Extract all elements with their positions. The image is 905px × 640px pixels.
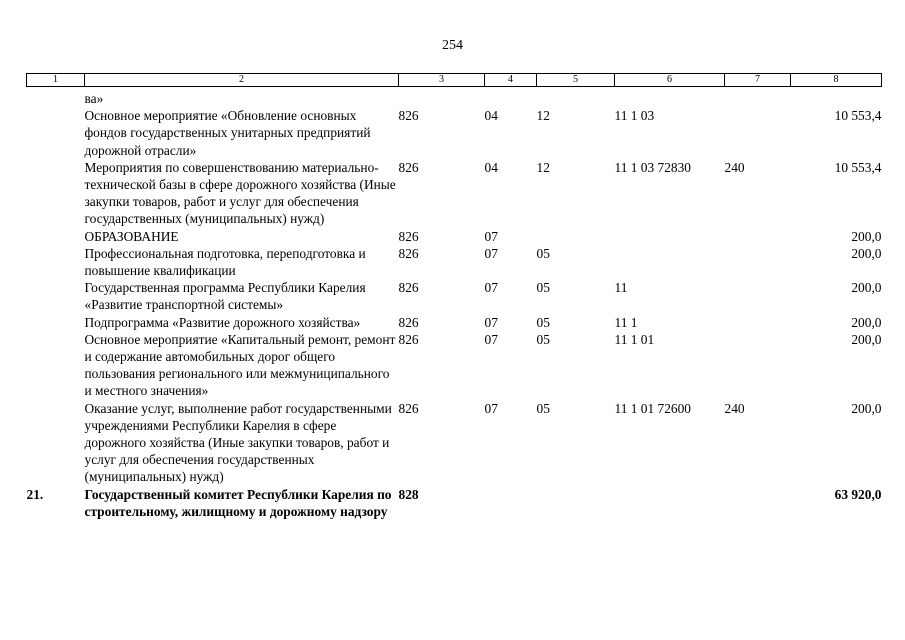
ministry-code: 826 bbox=[398, 108, 419, 124]
column-header: 4 bbox=[485, 74, 537, 87]
table-row bbox=[27, 486, 882, 520]
section-code: 07 bbox=[484, 400, 498, 416]
page-number: 254 bbox=[442, 38, 463, 53]
column-header: 6 bbox=[615, 74, 725, 87]
ministry-code: 826 bbox=[398, 245, 419, 261]
item-name: ва» bbox=[84, 91, 104, 106]
table-row bbox=[27, 87, 882, 108]
expense-type-code bbox=[725, 87, 791, 108]
expense-type-code bbox=[725, 228, 791, 245]
subsection-code: 05 bbox=[536, 331, 550, 347]
column-header: 5 bbox=[537, 74, 615, 87]
column-header: 3 bbox=[399, 74, 485, 87]
expense-type-code: 240 bbox=[724, 159, 745, 175]
expense-type-code: 240 bbox=[724, 400, 745, 416]
table-row bbox=[27, 107, 882, 159]
target-article-code: 11 1 01 bbox=[614, 331, 655, 347]
row-number bbox=[27, 245, 85, 279]
ministry-code: 826 bbox=[398, 159, 419, 175]
row-number bbox=[27, 314, 85, 331]
ministry-code: 826 bbox=[398, 314, 419, 330]
column-header: 7 bbox=[725, 74, 791, 87]
column-header: 2 bbox=[85, 74, 399, 87]
target-article-code bbox=[615, 87, 725, 108]
target-article-code: 11 1 03 72830 bbox=[614, 159, 691, 175]
row-number bbox=[27, 159, 85, 228]
expense-type-code bbox=[725, 107, 791, 159]
subsection-code bbox=[537, 87, 615, 108]
target-article-code bbox=[615, 486, 725, 520]
column-header: 1 bbox=[27, 74, 85, 87]
ministry-code: 826 bbox=[398, 280, 419, 296]
row-number bbox=[27, 331, 85, 400]
amount: 200,0 bbox=[851, 331, 882, 347]
column-header: 8 bbox=[791, 74, 882, 87]
ministry-code: 826 bbox=[398, 331, 419, 347]
subsection-code: 05 bbox=[536, 245, 550, 261]
item-name: ОБРАЗОВАНИЕ bbox=[84, 228, 179, 244]
amount: 10 553,4 bbox=[834, 159, 882, 175]
row-number bbox=[27, 107, 85, 159]
item-name: Подпрограмма «Развитие дорожного хозяйства» bbox=[84, 314, 361, 330]
section-code: 07 bbox=[484, 280, 498, 296]
target-article-code: 11 1 bbox=[614, 314, 638, 330]
ministry-code bbox=[399, 87, 485, 108]
target-article-code: 11 1 01 72600 bbox=[614, 400, 691, 416]
expense-type-code bbox=[725, 314, 791, 331]
table-row bbox=[27, 279, 882, 313]
ministry-code: 826 bbox=[398, 400, 419, 416]
budget-table bbox=[26, 73, 882, 520]
table-row bbox=[27, 314, 882, 331]
table-row bbox=[27, 228, 882, 245]
section-code bbox=[485, 87, 537, 108]
table-row bbox=[27, 159, 882, 228]
table-row bbox=[27, 331, 882, 400]
expense-type-code bbox=[725, 331, 791, 400]
row-number bbox=[27, 279, 85, 313]
section-code: 04 bbox=[484, 108, 498, 124]
amount: 200,0 bbox=[851, 400, 882, 416]
ministry-code: 826 bbox=[398, 228, 419, 244]
item-name: Государственный комитет Республики Карелия по строительному, жилищному и дорожному надзору bbox=[84, 486, 392, 519]
table-row bbox=[27, 400, 882, 486]
amount: 200,0 bbox=[851, 314, 882, 330]
column-number-header bbox=[27, 74, 882, 87]
section-code: 07 bbox=[484, 314, 498, 330]
subsection-code: 05 bbox=[536, 314, 550, 330]
subsection-code: 12 bbox=[536, 159, 550, 175]
section-code bbox=[485, 486, 537, 520]
amount: 10 553,4 bbox=[834, 108, 882, 124]
item-name: Оказание услуг, выполнение работ государственными учреждениями Республики Карелия в сфере дорожного хозяйства (Иные закупки товаров, работ и услуг для обеспечения государственных (муниципальных) нужд) bbox=[84, 400, 392, 485]
subsection-code: 12 bbox=[536, 108, 550, 124]
table-row bbox=[27, 245, 882, 279]
section-code: 07 bbox=[484, 228, 498, 244]
amount: 200,0 bbox=[851, 245, 882, 261]
ministry-code: 828 bbox=[398, 486, 419, 502]
amount: 63 920,0 bbox=[834, 486, 882, 502]
item-name: Основное мероприятие «Обновление основных фондов государственных унитарных предприятий дорожной отрасли» bbox=[84, 108, 371, 158]
amount: 200,0 bbox=[851, 228, 882, 244]
row-number bbox=[27, 400, 85, 486]
target-article-code bbox=[615, 228, 725, 245]
target-article-code: 11 bbox=[614, 280, 628, 296]
section-code: 04 bbox=[484, 159, 498, 175]
subsection-code bbox=[537, 228, 615, 245]
row-number bbox=[27, 87, 85, 108]
amount bbox=[791, 87, 882, 108]
item-name: Основное мероприятие «Капитальный ремонт, ремонт и содержание автомобильных дорог общего пользования регионального или межмуниципального и местного значения» bbox=[84, 331, 396, 399]
expense-type-code bbox=[725, 245, 791, 279]
expense-type-code bbox=[725, 279, 791, 313]
section-code: 07 bbox=[484, 331, 498, 347]
amount: 200,0 bbox=[851, 280, 882, 296]
subsection-code: 05 bbox=[536, 400, 550, 416]
subsection-code: 05 bbox=[536, 280, 550, 296]
target-article-code bbox=[615, 245, 725, 279]
section-code: 07 bbox=[484, 245, 498, 261]
expense-type-code bbox=[725, 486, 791, 520]
row-number bbox=[27, 228, 85, 245]
subsection-code bbox=[537, 486, 615, 520]
row-number: 21. bbox=[26, 486, 44, 502]
item-name: Мероприятия по совершенствованию материально-технической базы в сфере дорожного хозяйства (Иные закупки товаров, работ и услуг для обеспечения государственных (муниципальных) нужд) bbox=[84, 159, 396, 227]
target-article-code: 11 1 03 bbox=[614, 108, 655, 124]
item-name: Государственная программа Республики Карелия «Развитие транспортной системы» bbox=[84, 280, 366, 313]
item-name: Профессиональная подготовка, переподготовка и повышение квалификации bbox=[84, 245, 366, 279]
